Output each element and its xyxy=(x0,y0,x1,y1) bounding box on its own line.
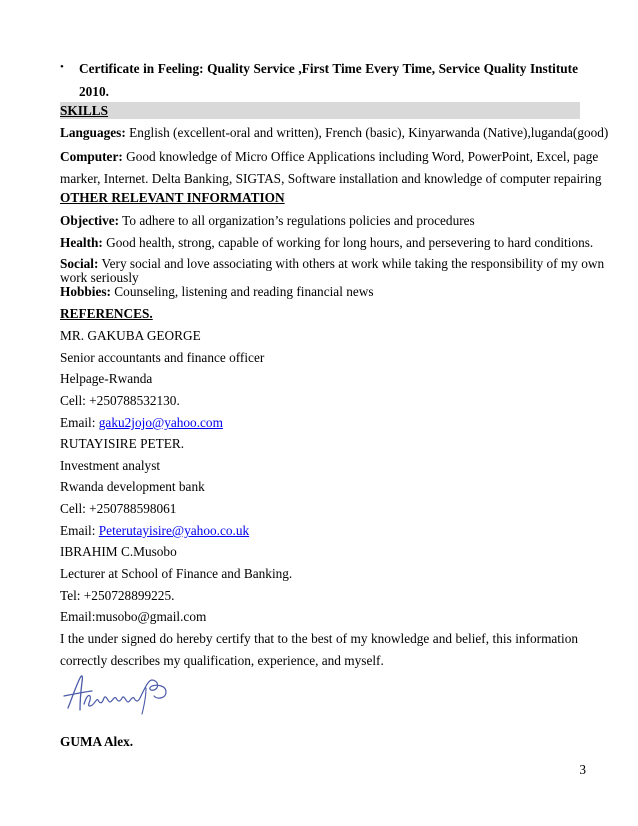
bullet-icon: • xyxy=(60,61,64,73)
ref1-email-label: Email: xyxy=(60,415,99,430)
ref3-title: Lecturer at School of Finance and Banking. xyxy=(60,566,293,581)
page-number: 3 xyxy=(579,762,586,777)
ref1-name: MR. GAKUBA GEORGE xyxy=(60,328,201,343)
declaration-line-1: I the under signed do hereby certify that to the best of my knowledge and belief, this information xyxy=(60,631,578,646)
health-label: Health: xyxy=(60,235,103,250)
hobbies-label: Hobbies: xyxy=(60,284,111,299)
objective-value: To adhere to all organization’s regulations policies and procedures xyxy=(119,213,475,228)
languages-label: Languages: xyxy=(60,125,126,140)
ref1-email-line xyxy=(60,415,578,431)
computer-value-1: Good knowledge of Micro Office Applications including Word, PowerPoint, Excel, page xyxy=(122,149,599,164)
ref1-org: Helpage-Rwanda xyxy=(60,371,153,386)
computer-line-2: marker, Internet. Delta Banking, SIGTAS, Software installation and knowledge of computer repairing xyxy=(60,171,602,186)
computer-line-1 xyxy=(60,149,599,165)
ref2-name: RUTAYISIRE PETER. xyxy=(60,436,185,451)
health-value: Good health, strong, capable of working for long hours, and persevering to hard conditions. xyxy=(102,235,594,250)
ref2-email-link[interactable]: Peterutayisire@yahoo.co.uk xyxy=(98,523,250,538)
certificate-line-1: Certificate in Feeling: Quality Service ,First Time Every Time, Service Quality Institute xyxy=(79,61,578,76)
signatory-name: GUMA Alex. xyxy=(60,734,134,749)
social-value-1: Very social and love associating with others at work while taking the responsibility of my own xyxy=(98,256,605,271)
ref1-title: Senior accountants and finance officer xyxy=(60,350,265,365)
other-info-heading: OTHER RELEVANT INFORMATION xyxy=(60,190,285,205)
ref2-email-line xyxy=(60,523,578,539)
health-line xyxy=(60,235,594,251)
languages-value: English (excellent-oral and written), French (basic), Kinyarwanda (Native),luganda(good) xyxy=(125,125,609,140)
handwritten-signature xyxy=(62,670,172,718)
objective-label: Objective: xyxy=(60,213,120,228)
languages-line xyxy=(60,125,609,141)
ref3-tel: Tel: +250728899225. xyxy=(60,588,175,603)
objective-line xyxy=(60,213,578,229)
ref1-cell: Cell: +250788532130. xyxy=(60,393,180,408)
ref1-email-link[interactable]: gaku2jojo@yahoo.com xyxy=(98,415,223,430)
ref2-email-label: Email: xyxy=(60,523,99,538)
computer-label: Computer: xyxy=(60,149,123,164)
hobbies-value: Counseling, listening and reading financial news xyxy=(110,284,374,299)
references-heading: REFERENCES. xyxy=(60,306,153,321)
skills-heading: SKILLS xyxy=(60,103,109,118)
ref3-email: Email:musobo@gmail.com xyxy=(60,609,207,624)
declaration-line-2: correctly describes my qualification, experience, and myself. xyxy=(60,653,384,668)
certificate-line-2: 2010. xyxy=(79,84,109,99)
ref2-cell: Cell: +250788598061 xyxy=(60,501,177,516)
hobbies-line xyxy=(60,284,578,300)
ref3-name: IBRAHIM C.Musobo xyxy=(60,544,177,559)
social-label: Social: xyxy=(60,256,99,271)
social-line-2: work seriously xyxy=(60,270,139,285)
ref2-title: Investment analyst xyxy=(60,458,161,473)
ref2-org: Rwanda development bank xyxy=(60,479,205,494)
